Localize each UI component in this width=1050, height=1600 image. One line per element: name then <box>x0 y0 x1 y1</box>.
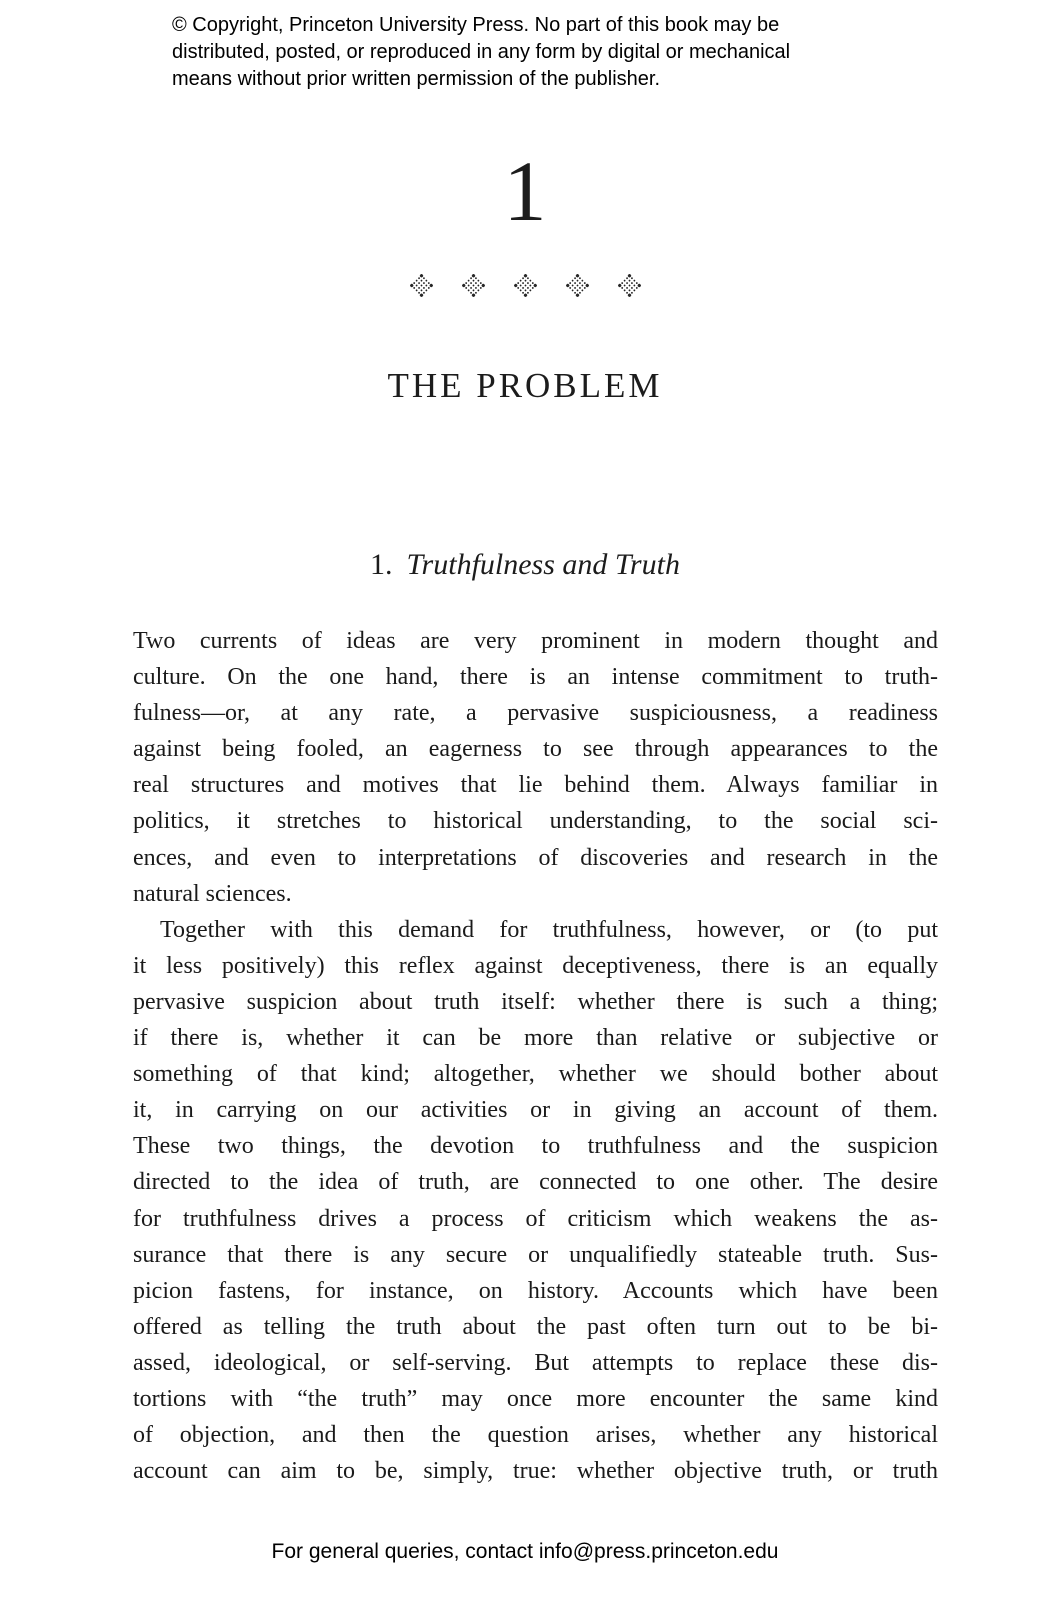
diamond-lattice-ornament-icon <box>566 274 589 297</box>
body-line: picion fastens, for instance, on history. Accounts which have been <box>133 1277 938 1304</box>
body-line: real structures and motives that lie behind them. Always familiar in <box>133 772 938 799</box>
chapter-title: THE PROBLEM <box>387 366 663 405</box>
footer-query-note: For general queries, contact info@press.princeton.edu <box>271 1540 779 1563</box>
section-heading <box>0 548 1050 583</box>
body-line: surance that there is any secure or unqualifiedly stateable truth. Sus- <box>133 1241 938 1268</box>
body-line: it, in carrying on our activities or in giving an account of them. <box>133 1097 938 1124</box>
body-line: account can aim to be, simply, true: whether objective truth, or truth <box>133 1458 938 1485</box>
body-line: culture. On the one hand, there is an intense commitment to truth- <box>133 664 938 691</box>
body-line: against being fooled, an eagerness to see through appearances to the <box>133 736 938 763</box>
body-line: Together with this demand for truthfulness, however, or (to put <box>160 916 938 943</box>
ornament-row <box>0 274 1050 297</box>
copyright-line: © Copyright, Princeton University Press. No part of this book may be <box>172 14 780 36</box>
copyright-line: means without prior written permission of the publisher. <box>172 68 661 90</box>
section-number: 1. <box>370 548 393 581</box>
body-line: directed to the idea of truth, are connected to one other. The desire <box>133 1169 938 1196</box>
diamond-lattice-ornament-icon <box>410 274 433 297</box>
body-line: These two things, the devotion to truthfulness and the suspicion <box>133 1133 938 1160</box>
body-line: pervasive suspicion about truth itself: whether there is such a thing; <box>133 988 938 1015</box>
section-title: Truthfulness and Truth <box>406 548 680 581</box>
body-line: if there is, whether it can be more than relative or subjective or <box>133 1025 938 1052</box>
diamond-lattice-ornament-icon <box>514 274 537 297</box>
body-line: politics, it stretches to historical understanding, to the social sci- <box>133 808 938 835</box>
body-line: fulness—or, at any rate, a pervasive suspiciousness, a readiness <box>133 700 938 727</box>
chapter-number: 1 <box>503 143 547 239</box>
body-text <box>133 623 938 1489</box>
body-line: it less positively) this reflex against deceptiveness, there is an equally <box>133 952 938 979</box>
diamond-lattice-ornament-icon <box>618 274 641 297</box>
body-line: natural sciences. <box>133 880 292 907</box>
body-line: offered as telling the truth about the past often turn out to be bi- <box>133 1313 938 1340</box>
body-line: something of that kind; altogether, whether we should bother about <box>133 1061 938 1088</box>
body-line: ences, and even to interpretations of discoveries and research in the <box>133 844 938 871</box>
copyright-line: distributed, posted, or reproduced in any form by digital or mechanical <box>172 41 791 63</box>
diamond-lattice-ornament-icon <box>462 274 485 297</box>
copyright-notice <box>172 12 790 93</box>
body-line: tortions with “the truth” may once more encounter the same kind <box>133 1385 938 1412</box>
body-line: of objection, and then the question arises, whether any historical <box>133 1422 938 1449</box>
body-line: assed, ideological, or self-serving. But attempts to replace these dis- <box>133 1349 938 1376</box>
body-line: for truthfulness drives a process of criticism which weakens the as- <box>133 1205 938 1232</box>
body-line: Two currents of ideas are very prominent in modern thought and <box>133 628 938 654</box>
